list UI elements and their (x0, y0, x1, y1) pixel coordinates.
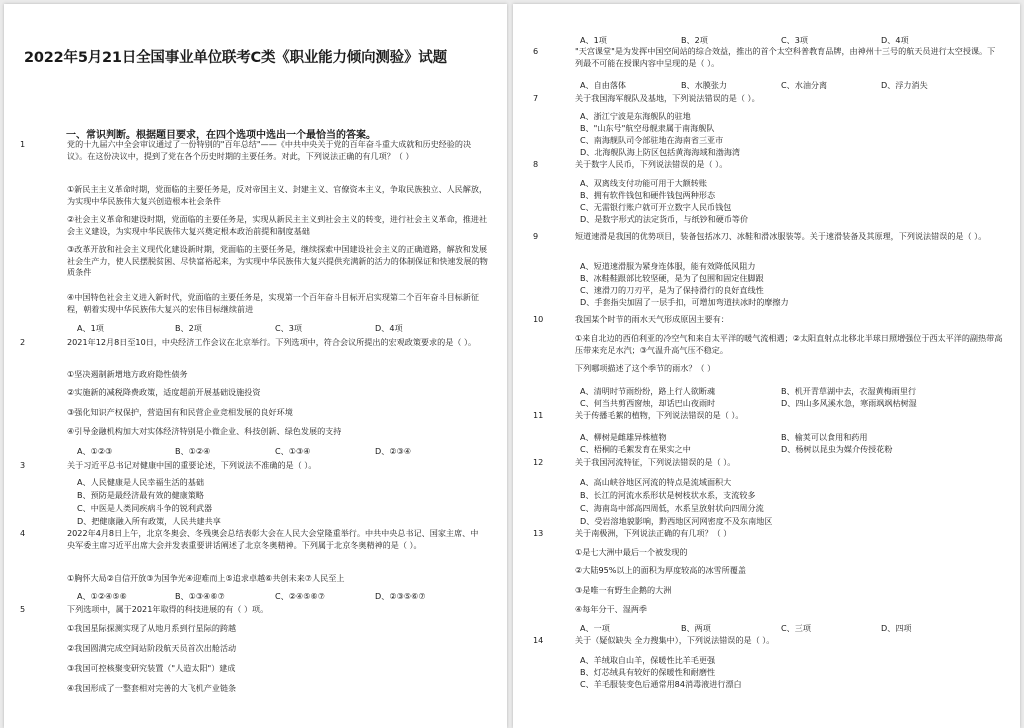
question-2 (20, 337, 484, 349)
option-c[interactable]: C、②④⑤⑥⑦ (275, 591, 326, 601)
option-d[interactable]: D、手套指尖加固了一层手扣，可增加弯道扶冰时的摩擦力 (580, 297, 789, 307)
option-b[interactable]: B、①②④ (175, 446, 211, 456)
exam-page-left (4, 4, 507, 728)
statement: ①我国星际探测实现了从地月系到行星际的跨越 (67, 623, 237, 633)
question-13 (533, 528, 1003, 540)
question-number: 12 (533, 457, 544, 467)
option-a[interactable]: A、羊绒取自山羊，保暖性比羊毛更强 (580, 655, 716, 665)
option-c[interactable]: C、速滑刀的刀刃平，是为了保持滑行的良好直线性 (580, 285, 764, 295)
statement: ②我国圆满完成空间站阶段航天员首次出舱活动 (67, 643, 237, 653)
question-number: 7 (533, 93, 539, 103)
question-number: 11 (533, 410, 544, 420)
question-number: 8 (533, 159, 539, 169)
question-11 (533, 410, 1003, 422)
question-5 (20, 604, 484, 616)
option-row (513, 80, 1020, 92)
statement: 下列哪项描述了这个季节的雨水？（ ） (575, 363, 716, 373)
option-a[interactable]: A、双离线支付功能可用于大额转账 (580, 178, 707, 188)
option-c[interactable]: C、3项 (275, 323, 302, 333)
option-c[interactable]: C、3项 (781, 35, 808, 45)
question-6 (533, 46, 1003, 69)
option-b[interactable]: B、机开青草湖中去，衣湿黄梅雨里行 (781, 386, 917, 396)
statement: ③改革开放和社会主义现代化建设新时期，党面临的主要任务是，继续探索中国建设社会主义的正确道路，解放和发展社会生产力，使人民摆脱贫困、尽快富裕起来，为实现中华民族伟大复兴提供充满新的活力的体制保证和快速发展的物质条件 (67, 244, 488, 277)
question-text: 2022年4月8日上午，北京冬奥会、冬残奥会总结表彰大会在人民大会堂隆重举行。中共中央总书记、国家主席、中央军委主席习近平出席大会并发表重要讲话阐述了北京冬奥精神。下列属于北京冬奥精神的是（ ）。 (67, 528, 479, 550)
option-b[interactable]: B、灯芯绒具有较好的保暖性和耐磨性 (580, 667, 716, 677)
option-b[interactable]: B、两项 (681, 623, 711, 633)
statement: ④引导金融机构加大对实体经济特别是小微企业、科技创新、绿色发展的支持 (67, 426, 342, 436)
question-text: 短道速滑是我国的优势项目，装备包括冰刀、冰鞋和滑冰服装等。关于速滑装备及其原理，下列说法错误的是（ ）。 (575, 231, 987, 241)
question-4 (20, 528, 484, 551)
option-row (513, 432, 1020, 444)
option-d[interactable]: D、②③⑤⑥⑦ (375, 591, 426, 601)
question-number: 2 (20, 337, 26, 347)
option-b[interactable]: B、长江的河流水系形状是树枝状水系，支流较多 (580, 490, 756, 500)
question-text: 下列选项中，属于2021年取得的科技进展的有（ ）项。 (67, 604, 269, 614)
question-14 (533, 635, 1003, 647)
question-12 (533, 457, 1003, 469)
question-number: 10 (533, 314, 544, 324)
question-text: 关于习近平总书记对健康中国的重要论述，下列说法不准确的是（ ）。 (67, 460, 317, 470)
option-a[interactable]: A、①②④⑤⑥ (77, 591, 127, 601)
statement: ④我国形成了一整套相对完善的大飞机产业链条 (67, 683, 237, 693)
statement: ①来自北边的西伯利亚的冷空气和来自太平洋的暖气流相遇；②太阳直射点北移北半球日照增强位于西太平洋的副热带高压带来充足水汽；③气温升高气压不稳定。 (575, 333, 1003, 355)
option-b[interactable]: B、水膜张力 (681, 80, 728, 90)
option-b[interactable]: B、"山东号"航空母舰隶属于南海舰队 (580, 123, 715, 133)
question-text: 关于数字人民币，下列说法错误的是（ ）。 (575, 159, 728, 169)
statement: ①胸怀大局②自信开放③为国争光④迎难而上⑤追求卓越⑥共创未来⑦人民至上 (67, 573, 345, 583)
option-a[interactable]: A、人民健康是人民幸福生活的基础 (77, 477, 204, 487)
statement: ③我国可控核聚变研究装置（"人造太阳"）建成 (67, 663, 236, 673)
question-number: 3 (20, 460, 26, 470)
option-b[interactable]: B、①③④⑥⑦ (175, 591, 225, 601)
option-c[interactable]: C、三项 (781, 623, 811, 633)
option-b[interactable]: B、2项 (175, 323, 202, 333)
option-c[interactable]: C、水油分离 (781, 80, 828, 90)
question-number: 14 (533, 635, 544, 645)
question-text: 我国某个时节的雨水天气形成原因主要有： (575, 314, 729, 324)
option-d[interactable]: D、把健康融入所有政策，人民共建共享 (77, 516, 221, 526)
option-c[interactable]: C、无需银行账户就可开立数字人民币钱包 (580, 202, 732, 212)
option-row (4, 446, 504, 458)
statement: ③强化知识产权保护，营造国有和民营企业竞相发展的良好环境 (67, 407, 293, 417)
option-b[interactable]: B、榆荚可以食用和药用 (781, 432, 868, 442)
statement: ②大陆95%以上的面积为厚度较高的冰雪所覆盖 (575, 565, 746, 575)
option-c[interactable]: C、南海舰队司令部驻地在海南省三亚市 (580, 135, 724, 145)
option-row (513, 623, 1020, 635)
question-8 (533, 159, 1003, 171)
question-7 (533, 93, 1003, 105)
question-text: 2021年12月8日至10日，中央经济工作会议在北京举行。下列选项中，符合会议所提出的宏观政策要求的是（ ）。 (67, 337, 477, 347)
option-d[interactable]: D、4项 (881, 35, 909, 45)
option-a[interactable]: A、高山峡谷地区河流的特点是流域面积大 (580, 477, 732, 487)
question-9 (533, 231, 1003, 243)
option-d[interactable]: D、四项 (881, 623, 912, 633)
statement: ④中国特色社会主义进入新时代，党面临的主要任务是，实现第一个百年奋斗目标开启实现第二个百年奋斗目标新征程，朝着实现中华民族伟大复兴的宏伟目标继续前进 (67, 292, 479, 314)
question-text: 关于我国河流特征，下列说法错误的是（ ）。 (575, 457, 736, 467)
option-a[interactable]: A、短道速滑服为紧身连体服，能有效降低风阻力 (580, 261, 756, 271)
option-d[interactable]: D、受岩溶地貌影响，黔西地区河网密度不及东南地区 (580, 516, 773, 526)
option-a[interactable]: A、自由落体 (580, 80, 627, 90)
option-d[interactable]: D、杨树以昆虫为媒介传授花粉 (781, 444, 893, 454)
option-row (4, 591, 504, 603)
statement: ④每年分干、湿两季 (575, 604, 648, 614)
option-row (513, 398, 1020, 410)
statement: ①是七大洲中最后一个被发现的 (575, 547, 688, 557)
question-text: 关于（疑似缺失 全力搜集中），下列说法错误的是（ ）。 (575, 635, 775, 645)
option-a[interactable]: A、浙江宁波是东海舰队的驻地 (580, 111, 691, 121)
option-d[interactable]: D、浮力消失 (881, 80, 928, 90)
statement: ③是唯一有野生企鹅的大洲 (575, 585, 672, 595)
question-number: 13 (533, 528, 544, 538)
statement: ②实施新的减税降费政策，适度超前开展基础设施投资 (67, 387, 261, 397)
option-d[interactable]: D、四山多风溪水急，寒雨飒飒枯树湿 (781, 398, 917, 408)
option-a[interactable]: A、柳树是雌雄异株植物 (580, 432, 667, 442)
question-text: "天宫课堂"是为发挥中国空间站的综合效益，推出的首个太空科普教育品牌，由神州十三号的航天员进行太空授课。下列最不可能在授课内容中呈现的是（ ）。 (575, 46, 996, 68)
option-b[interactable]: B、2项 (681, 35, 708, 45)
section-heading: 一、常识判断。根据题目要求，在四个选项中选出一个最恰当的答案。 (66, 130, 376, 141)
statement: ②社会主义革命和建设时期，党面临的主要任务是，实现从新民主主义到社会主义的转变，进行社会主义革命，推进社会主义建设，为实现中华民族伟大复兴奠定根本政治前提和制度基础 (67, 214, 488, 236)
option-b[interactable]: B、预防是最经济最有效的健康策略 (77, 490, 204, 500)
option-row (4, 323, 504, 335)
option-b[interactable]: B、拥有软件钱包和硬件钱包两种形态 (580, 190, 716, 200)
option-a[interactable]: A、一项 (580, 623, 610, 633)
question-text: 关于传播毛絮的植物，下列说法错误的是（ ）。 (575, 410, 744, 420)
page-title: 2022年5月21日全国事业单位联考C类《职业能力倾向测验》试题 (24, 50, 447, 66)
option-c[interactable]: C、中医是人类同疾病斗争的锐利武器 (77, 503, 213, 513)
question-number: 1 (20, 139, 26, 149)
question-text: 关于我国海军舰队及基地，下列说法错误的是（ ）。 (575, 93, 760, 103)
statement: ①新民主主义革命时期，党面临的主要任务是，反对帝国主义、封建主义、官僚资本主义，争取民族独立、人民解放，为实现中华民族伟大复兴创造根本社会条件 (67, 184, 488, 206)
option-row (513, 444, 1020, 456)
question-3 (20, 460, 484, 472)
question-text: 党的十九届六中全会审议通过了一份特别的"百年总结"——《中共中央关于党的百年奋斗重大成就和历史经验的决议》。在这份决议中，提到了党在各个历史时期的主要任务。对此，下列说法正确的有几项？（ ） (67, 139, 472, 161)
option-c[interactable]: C、①③④ (275, 446, 311, 456)
option-b[interactable]: B、冰鞋鞋跟部比较坚硬，是为了包围和固定住脚跟 (580, 273, 764, 283)
option-a[interactable]: A、1项 (580, 35, 607, 45)
option-d[interactable]: D、②③④ (375, 446, 412, 456)
question-number: 9 (533, 231, 539, 241)
question-1 (20, 139, 484, 162)
question-number: 4 (20, 528, 26, 538)
statement: ①坚决遏制新增地方政府隐性债务 (67, 369, 188, 379)
question-10 (533, 314, 1003, 326)
option-c[interactable]: C、何当共剪西窗烛，却话巴山夜雨时 (580, 398, 716, 408)
option-row (513, 386, 1020, 398)
option-c[interactable]: C、梧桐的毛絮发育在果实之中 (580, 444, 691, 454)
question-number: 6 (533, 46, 539, 56)
exam-page-right (513, 4, 1020, 728)
question-text: 关于南极洲，下列说法正确的有几项？（ ） (575, 528, 732, 538)
question-number: 5 (20, 604, 26, 614)
option-c[interactable]: C、羊毛服装变色后通常用84消毒液进行漂白 (580, 679, 742, 689)
option-a[interactable]: A、清明时节雨纷纷，路上行人欲断魂 (580, 386, 716, 396)
option-d[interactable]: D、北海舰队海上防区包括黄海海域和渤海湾 (580, 147, 741, 157)
option-a[interactable]: A、1项 (77, 323, 104, 333)
option-c[interactable]: C、海南岛中部高四周低，水系呈放射状向四周分流 (580, 503, 764, 513)
option-d[interactable]: D、是数字形式的法定货币，与纸钞和硬币等价 (580, 214, 749, 224)
option-a[interactable]: A、①②③ (77, 446, 113, 456)
option-d[interactable]: D、4项 (375, 323, 403, 333)
